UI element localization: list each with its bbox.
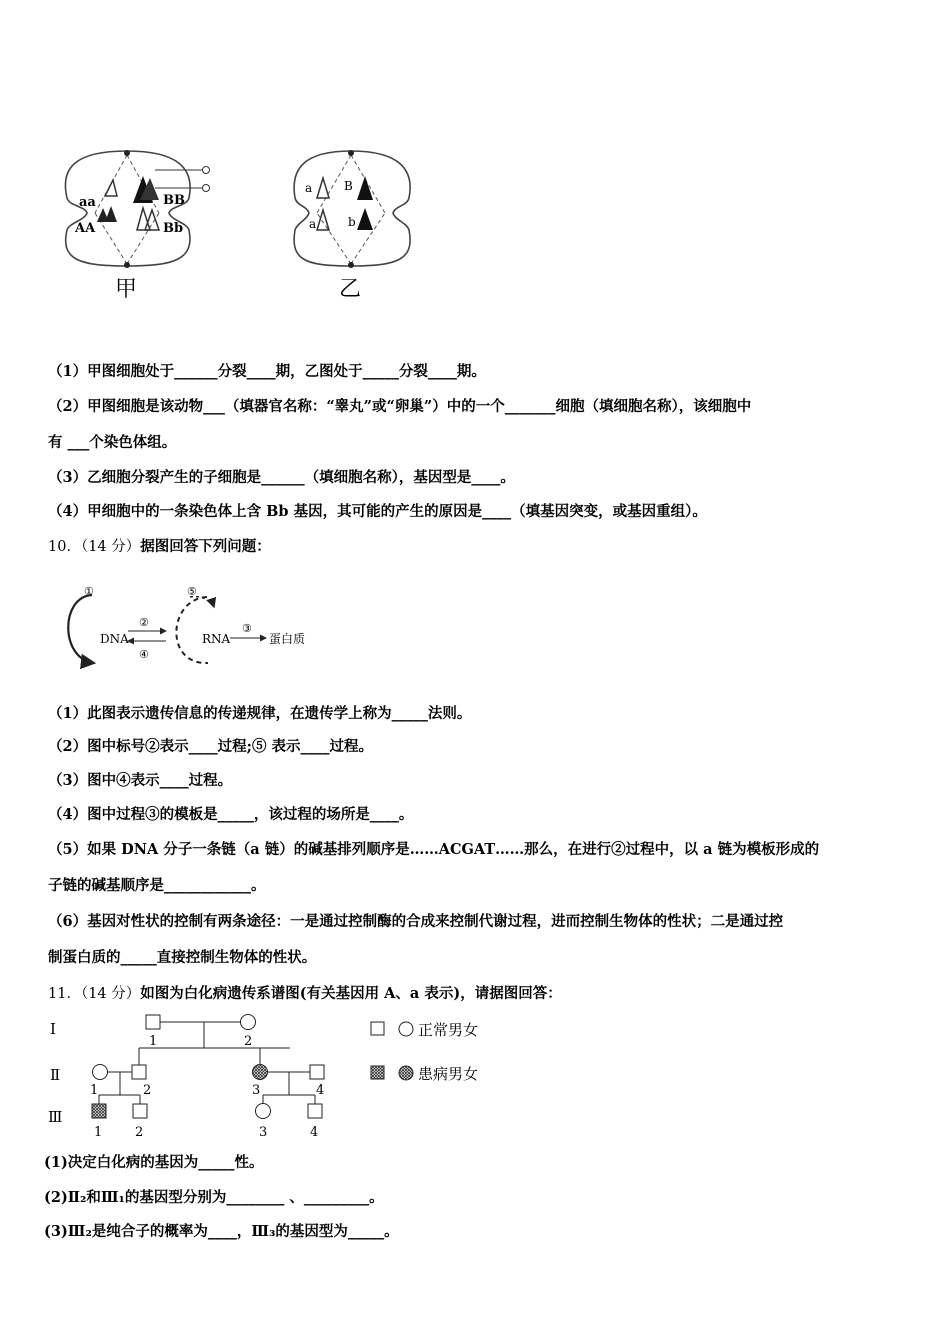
- II1-female-normal: [93, 1065, 108, 1080]
- III1-male-affected: [92, 1104, 106, 1118]
- q9-part2a: （2）甲图细胞是该动物___（填器官名称：“睾丸”或“卵巢”）中的一个_______细胞（填细胞名称），该细胞中: [48, 398, 752, 415]
- legend-affected-text: 患病男女: [418, 1065, 479, 1083]
- mark-4: ④: [139, 648, 149, 661]
- q11-points: （14 分）: [80, 986, 141, 1002]
- label-yi-a2: a: [309, 217, 317, 231]
- legend-normal-female: [399, 1022, 413, 1036]
- q10-part6a: （6）基因对性状的控制有两条途径：一是通过控制酶的合成来控制代谢过程，进而控制生物体的性状；二是通过控: [48, 913, 784, 930]
- label-BB: BB: [163, 193, 185, 208]
- legend-affected-male: [371, 1066, 384, 1079]
- mark-1: ①: [84, 585, 94, 598]
- gen-label-3: Ⅲ: [48, 1108, 63, 1126]
- label-yi-a1: a: [305, 181, 313, 195]
- dna-label: DNA: [100, 632, 129, 646]
- II2-num: 2: [143, 1083, 152, 1098]
- q10-part5a: （5）如果 DNA 分子一条链（a 链）的碱基排列顺序是……ACGAT……那么，在进行②过程中，以 a 链为模板形成的: [48, 841, 820, 858]
- q10-part1: （1）此图表示遗传信息的传递规律，在遗传学上称为_____法则。: [48, 705, 472, 722]
- label-yi-B: B: [344, 179, 353, 193]
- legend-normal-male: [371, 1022, 384, 1035]
- q10-number: 10．: [48, 539, 81, 555]
- q11-part3: (3)Ⅲ₂是纯合子的概率为____，Ⅲ₃的基因型为_____。: [44, 1223, 399, 1240]
- label-aa: aa: [79, 195, 96, 210]
- I1-male-normal: [146, 1015, 160, 1029]
- q10-part3: （3）图中④表示____过程。: [48, 772, 233, 789]
- III4-male-normal: [308, 1104, 322, 1118]
- mark-5: ⑤: [187, 585, 197, 598]
- q10-part6b: 制蛋白质的_____直接控制生物体的性状。: [48, 949, 317, 966]
- gen-label-1: Ⅰ: [50, 1020, 56, 1038]
- q10-part2: （2）图中标号②表示____过程;⑤ 表示____过程。: [48, 738, 373, 755]
- legend-affected-female: [399, 1066, 413, 1080]
- II3-num: 3: [252, 1083, 261, 1098]
- q11-header: [48, 982, 562, 1003]
- caption-jia: 甲: [115, 277, 138, 302]
- q9-part3: （3）乙细胞分裂产生的子细胞是______（填细胞名称），基因型是____。: [48, 469, 515, 486]
- q11-number: 11．: [48, 986, 81, 1002]
- q11-part2: (2)Ⅱ₂和Ⅲ₁的基因型分别为________ 、_________。: [44, 1189, 384, 1206]
- label-AA: AA: [75, 221, 96, 236]
- III2-male-normal: [133, 1104, 147, 1118]
- cell-jia: [65, 150, 209, 302]
- II3-female-affected: [253, 1065, 268, 1080]
- III2-num: 2: [135, 1125, 144, 1140]
- protein-label: 蛋白质: [269, 632, 306, 646]
- q10-title: 据图回答下列问题：: [140, 538, 271, 555]
- I1-num: 1: [149, 1034, 158, 1049]
- cell-yi: [294, 150, 410, 302]
- II4-num: 4: [316, 1083, 325, 1098]
- q10-part4: （4）图中过程③的模板是_____，该过程的场所是____。: [48, 806, 414, 823]
- II1-num: 1: [90, 1083, 99, 1098]
- q11-title: 如图为白化病遗传系谱图(有关基因用 A、a 表示)，请据图回答：: [140, 985, 562, 1002]
- I2-num: 2: [244, 1034, 253, 1049]
- q10-part5b: 子链的碱基顺序是____________。: [48, 877, 266, 894]
- q9-part1: （1）甲图细胞处于______分裂____期，乙图处于_____分裂____期。: [48, 363, 486, 380]
- legend-normal-text: 正常男女: [418, 1021, 479, 1039]
- III1-num: 1: [94, 1125, 103, 1140]
- q10-header: [48, 535, 271, 556]
- q11-part1: (1)决定白化病的基因为_____性。: [44, 1154, 264, 1171]
- pedigree-chart: [40, 1010, 500, 1145]
- gen-label-2: Ⅱ: [50, 1066, 61, 1084]
- II4-male-normal: [310, 1065, 324, 1079]
- q10-points: （14 分）: [80, 539, 141, 555]
- q9-part4: （4）甲细胞中的一条染色体上含 Bb 基因，其可能的产生的原因是____（填基因突变，或基因重组）。: [48, 503, 707, 520]
- II2-male-normal: [132, 1065, 146, 1079]
- label-Bb: Bb: [163, 221, 184, 236]
- cell-division-figure: [55, 138, 435, 303]
- q9-part2b: 有 ___个染色体组。: [48, 434, 177, 451]
- label-yi-b: b: [348, 215, 356, 229]
- caption-yi: 乙: [339, 277, 362, 302]
- mark-3: ③: [242, 622, 252, 635]
- mark-2: ②: [139, 616, 149, 629]
- rna-label: RNA: [202, 632, 231, 646]
- central-dogma-diagram: [62, 583, 322, 673]
- III4-num: 4: [310, 1125, 319, 1140]
- III3-num: 3: [259, 1125, 268, 1140]
- III3-female-normal: [256, 1104, 271, 1119]
- I2-female-normal: [241, 1015, 256, 1030]
